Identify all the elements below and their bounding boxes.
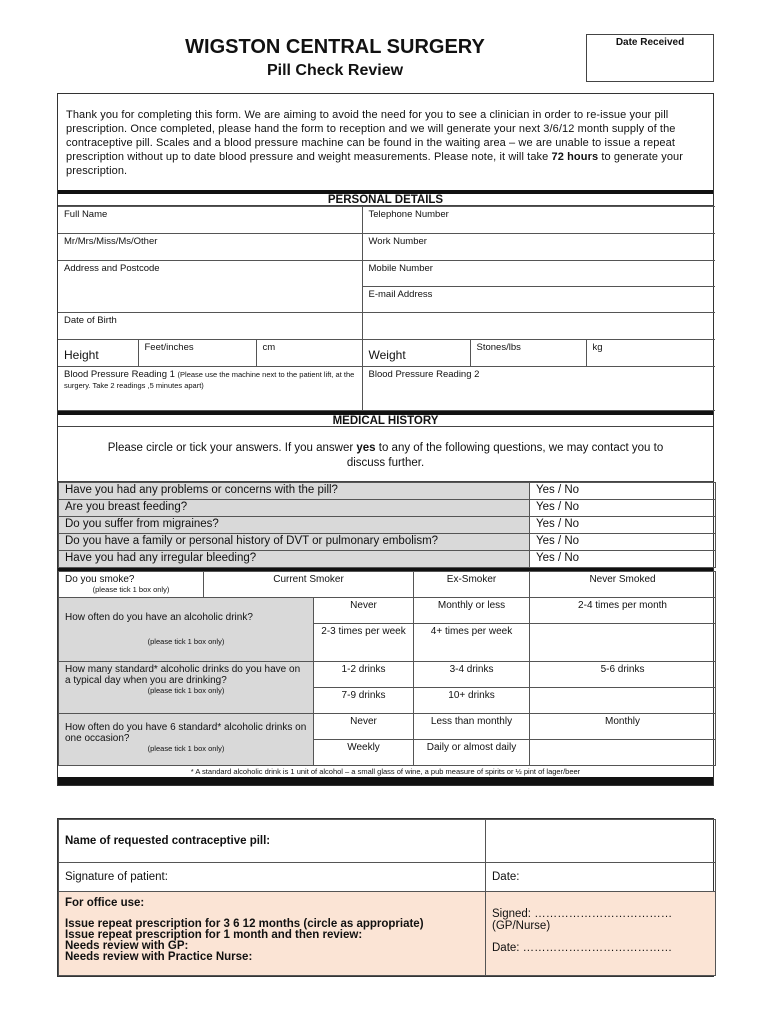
drinks-option[interactable]: 1-2 drinks [314,662,414,688]
alcohol-frequency-label: How often do you have an alcoholic drink? [65,612,253,623]
date-received-label: Date Received [615,37,685,48]
bp2-label: Blood Pressure Reading 2 [368,369,480,380]
yes-no-answer[interactable]: Yes / No [530,500,716,517]
smoking-table [58,571,716,766]
question-text: Are you breast feeding? [59,500,530,517]
question-text: Have you had any problems or concerns with the pill? [59,483,530,500]
signature-field[interactable] [59,863,486,892]
pill-check-form [57,93,714,786]
mh-intro-a: Please circle or tick your answers. If you answer [107,442,357,454]
yes-no-answer[interactable]: Yes / No [530,551,716,568]
weight-label: Weight [362,340,470,367]
alcohol-frequency-question [59,598,314,662]
six-drinks-option[interactable]: Less than monthly [414,714,530,740]
title-field[interactable] [58,234,362,261]
yes-no-answer[interactable]: Yes / No [530,534,716,551]
intro-hours: 72 hours [551,151,599,163]
six-drinks-option[interactable]: Daily or almost daily [414,740,530,766]
dob-blank [362,313,715,340]
signed-line: Signed: ……………………………… [492,908,673,920]
office-signoff[interactable] [486,892,716,976]
tick-note: (please tick 1 box only) [92,585,170,594]
yes-no-answer[interactable]: Yes / No [530,483,716,500]
mh-intro-yes: yes [356,442,376,454]
alcohol-option[interactable]: 2-4 times per month [530,598,716,624]
signed-role: (GP/Nurse) [492,920,551,932]
intro-text [58,94,713,190]
drinks-option[interactable]: 5-6 drinks [530,662,716,688]
six-drinks-option[interactable]: Monthly [530,714,716,740]
prescription-box [57,818,714,977]
drinks-quantity-question [59,662,314,714]
drinks-quantity-label: How many standard* alcoholic drinks do you have on a typical day when you are drinking? [65,664,301,686]
alcohol-option[interactable]: Monthly or less [414,598,530,624]
signature-label: Signature of patient: [65,871,168,883]
medical-intro [58,427,713,482]
work-number-field[interactable] [362,234,715,261]
office-use-label: For office use: [65,897,145,909]
intro-main: Thank you for completing this form. We are aiming to avoid the need for you to see a clinician in order to re-issue your pill prescription. Once completed, please hand the form to reception and we will generate your next 3/6/12 month supply of the contraceptive pill. Scales and a blood pressure machine can be found in the waiting area – we are unable to issue a repeat prescription without up to date blood pressure and weight measurements. Please note, it will take [66,109,676,163]
question-text: Do you suffer from migraines? [59,517,530,534]
pill-name-field[interactable] [486,820,716,863]
smoke-label: Do you smoke? [65,574,135,585]
email-field[interactable] [362,287,715,313]
six-drinks-question [59,714,314,766]
smoker-never-option[interactable]: Never Smoked [530,572,716,598]
drinks-option[interactable]: 7-9 drinks [314,688,414,714]
dob-label: Date of Birth [64,315,117,326]
bp1-label: Blood Pressure Reading 1 [64,369,175,380]
weight-kg-field[interactable] [586,340,715,367]
yes-no-answer[interactable]: Yes / No [530,517,716,534]
review-nurse-line: Needs review with Practice Nurse: [65,951,253,963]
bp2-field[interactable] [362,367,715,411]
full-name-field[interactable] [58,207,362,234]
alcohol-option[interactable]: Never [314,598,414,624]
surgery-title: WIGSTON CENTRAL SURGERY [185,36,485,58]
dob-field[interactable] [58,313,362,340]
weight-stones-field[interactable] [470,340,586,367]
yes-no-questions [58,482,716,568]
mobile-label: Mobile Number [368,263,433,274]
prescription-table [58,819,716,976]
review-gp-line: Needs review with GP: [65,940,189,952]
issue-repeat-line: Issue repeat prescription for 3 6 12 months (circle as appropriate) [65,918,424,930]
alcohol-option-blank[interactable] [530,624,716,662]
personal-details-table [58,206,715,411]
date-label: Date: [492,871,520,883]
form-subtitle: Pill Check Review [266,62,404,79]
cm-label: cm [262,342,276,353]
work-number-label: Work Number [368,236,427,247]
telephone-field[interactable] [362,207,715,234]
kg-label: kg [592,342,603,353]
title-label: Mr/Mrs/Miss/Ms/Other [64,236,158,247]
date-received-box[interactable] [586,34,714,82]
six-drinks-option[interactable]: Weekly [314,740,414,766]
mobile-field[interactable] [362,261,715,287]
telephone-label: Telephone Number [368,209,449,220]
address-label: Address and Postcode [64,263,160,274]
tick-note: (please tick 1 box only) [147,686,225,695]
height-label: Height [58,340,138,367]
stones-label: Stones/lbs [476,342,521,353]
date-field[interactable] [486,863,716,892]
pill-name-label: Name of requested contraceptive pill: [59,820,486,863]
six-drinks-option-blank[interactable] [530,740,716,766]
standard-drink-footnote: * A standard alcoholic drink is 1 unit of alcohol – a small glass of wine, a pub measure of spirits or ½ pint of lager/beer [58,766,713,785]
bp1-note: (Please use the machine next to the patient lift, at the surgery. Take 2 readings ,5 minutes apart) [64,370,355,390]
tick-note: (please tick 1 box only) [147,637,225,646]
office-use-section [59,892,486,976]
mh-intro-b: to any of the following questions, we may contact you to discuss further. [346,442,664,469]
question-text: Have you had any irregular bleeding? [59,551,530,568]
height-feet-field[interactable] [138,340,256,367]
smoker-current-option[interactable]: Current Smoker [204,572,414,598]
smoke-question [59,572,204,598]
email-label: E-mail Address [368,289,433,300]
alcohol-option[interactable]: 2-3 times per week [314,624,414,662]
tick-note: (please tick 1 box only) [147,744,225,753]
medical-history-heading: MEDICAL HISTORY [58,411,713,427]
question-text: Do you have a family or personal history of DVT or pulmonary embolism? [59,534,530,551]
full-name-label: Full Name [64,209,108,220]
bp1-field[interactable] [58,367,362,411]
address-field[interactable] [58,261,362,313]
drinks-option[interactable]: 10+ drinks [414,688,530,714]
intro-end: to generate your prescription. [66,151,684,177]
office-date-line: Date: ………………………………… [492,942,673,954]
height-cm-field[interactable] [256,340,362,367]
feet-inches-label: Feet/inches [144,342,194,353]
six-drinks-label: How often do you have 6 standard* alcoholic drinks on one occasion? [65,722,307,744]
personal-details-heading: PERSONAL DETAILS [58,190,713,206]
drinks-option[interactable]: 3-4 drinks [414,662,530,688]
alcohol-option[interactable]: 4+ times per week [414,624,530,662]
smoker-ex-option[interactable]: Ex-Smoker [414,572,530,598]
drinks-option-blank[interactable] [530,688,716,714]
six-drinks-option[interactable]: Never [314,714,414,740]
issue-one-month-line: Issue repeat prescription for 1 month and then review: [65,929,363,941]
